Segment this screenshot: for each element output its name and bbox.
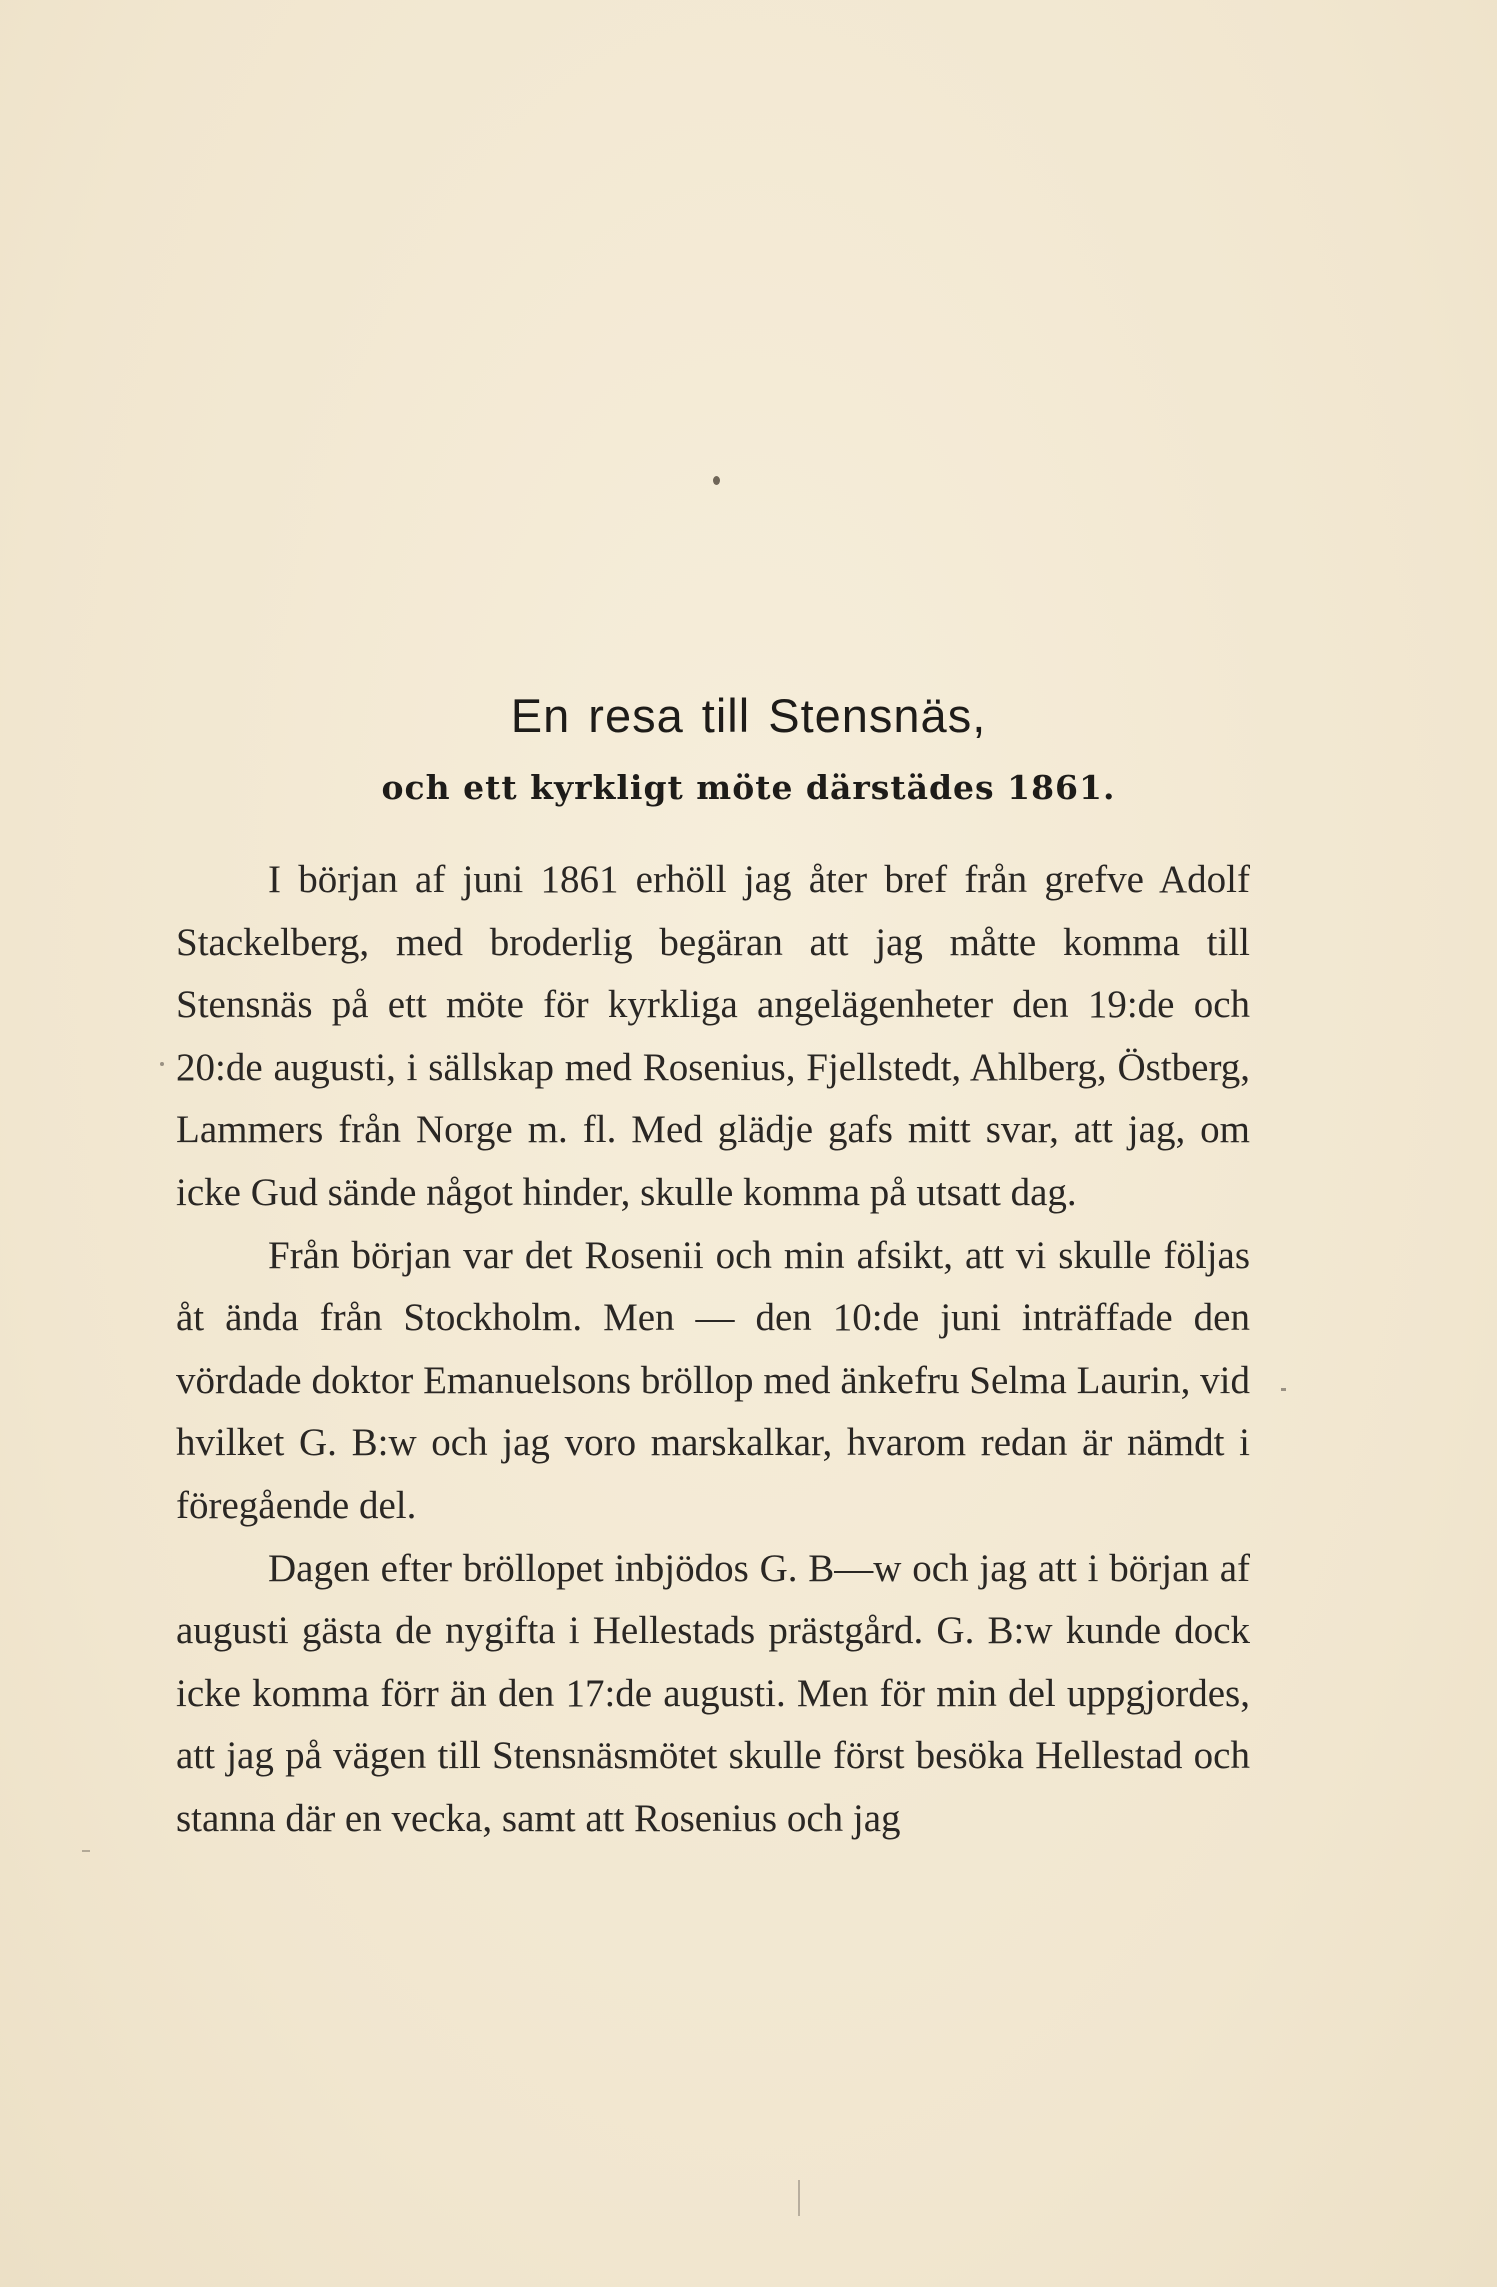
chapter-title: En resa till Stensnäs, [510, 689, 987, 742]
paragraph-2: Från början var det Rosenii och min afsikt, att vi skulle följas åt ända från Stockholm. Men — den 10:de juni inträffade den vördade doktor Emanuelsons bröllop med änkefru Selma Laurin, vid hvilket G. B:w och jag voro marskalkar, hvarom redan är nämdt i föregående del. [176, 1233, 1250, 1527]
body-text [176, 849, 1250, 1851]
margin-mark [1281, 1388, 1286, 1391]
margin-mark [82, 1850, 90, 1852]
margin-mark [160, 1062, 164, 1066]
chapter-subtitle: och ett kyrkligt möte därstädes 1861. [381, 768, 1116, 807]
paragraph-3: Dagen efter bröllopet inbjödos G. B—w och jag att i början af augusti gästa de nygifta i Hellestads prästgård. G. B:w kunde dock icke komma förr än den 17:de augusti. Men för min del uppgjordes, att jag på vägen till Stensnäsmötet skulle först besöka Hellestad och stanna där en vecka, samt att Rosenius och jag [176, 1546, 1250, 1840]
ink-spot [713, 476, 720, 485]
paragraph-1: I början af juni 1861 erhöll jag åter bref från grefve Adolf Stackelberg, med broderlig begäran att jag måtte komma till Stensnäs på ett möte för kyrkliga angelägenheter den 19:de och 20:de augusti, i sällskap med Rosenius, Fjellstedt, Ahlberg, Östberg, Lammers från Norge m. fl. Med glädje gafs mitt svar, att jag, om icke Gud sände något hinder, skulle komma på utsatt dag. [176, 858, 1250, 1214]
margin-mark [798, 2180, 800, 2216]
